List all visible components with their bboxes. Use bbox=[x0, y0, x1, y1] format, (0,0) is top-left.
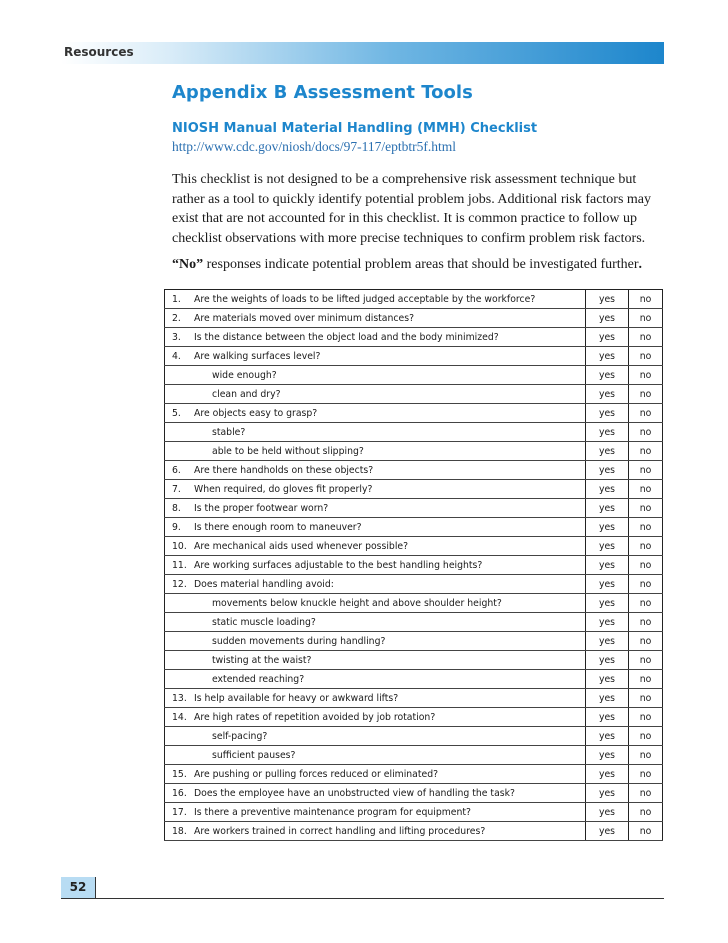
checklist-row bbox=[165, 404, 663, 423]
question-text: clean and dry? bbox=[212, 388, 281, 400]
mmh-checklist-table bbox=[164, 289, 663, 841]
checklist-row bbox=[165, 347, 663, 366]
question-text: Does the employee have an unobstructed view of handling the task? bbox=[194, 787, 515, 799]
question-text: sufficient pauses? bbox=[212, 749, 296, 761]
checklist-question bbox=[165, 594, 586, 613]
no-option[interactable]: no bbox=[629, 803, 663, 822]
question-number: 18. bbox=[172, 825, 187, 837]
question-text: Is the distance between the object load and the body minimized? bbox=[194, 331, 499, 343]
checklist-question bbox=[165, 385, 586, 404]
no-option[interactable]: no bbox=[629, 651, 663, 670]
question-text: When required, do gloves fit properly? bbox=[194, 483, 373, 495]
section-banner bbox=[61, 42, 664, 64]
question-number: 3. bbox=[172, 331, 181, 343]
yes-option[interactable]: yes bbox=[586, 594, 629, 613]
no-option[interactable]: no bbox=[629, 385, 663, 404]
checklist-row bbox=[165, 727, 663, 746]
checklist-row bbox=[165, 594, 663, 613]
no-option[interactable]: no bbox=[629, 366, 663, 385]
checklist-row bbox=[165, 290, 663, 309]
no-option[interactable]: no bbox=[629, 670, 663, 689]
checklist-row bbox=[165, 385, 663, 404]
source-link[interactable]: http://www.cdc.gov/niosh/docs/97-117/eptbtr5f.html bbox=[172, 139, 456, 154]
checklist-row bbox=[165, 632, 663, 651]
question-text: extended reaching? bbox=[212, 673, 305, 685]
yes-option[interactable]: yes bbox=[586, 613, 629, 632]
yes-option[interactable]: yes bbox=[586, 309, 629, 328]
no-option[interactable]: no bbox=[629, 727, 663, 746]
no-option[interactable]: no bbox=[629, 480, 663, 499]
checklist-row bbox=[165, 784, 663, 803]
checklist-question bbox=[165, 651, 586, 670]
yes-option[interactable]: yes bbox=[586, 784, 629, 803]
checklist-row bbox=[165, 518, 663, 537]
question-number: 15. bbox=[172, 768, 187, 780]
question-text: Is the proper footwear worn? bbox=[194, 502, 329, 514]
question-number: 5. bbox=[172, 407, 181, 419]
checklist-question bbox=[165, 708, 586, 727]
question-text: Are high rates of repetition avoided by job rotation? bbox=[194, 711, 436, 723]
checklist-question bbox=[165, 423, 586, 442]
no-option[interactable]: no bbox=[629, 423, 663, 442]
checklist-row bbox=[165, 366, 663, 385]
checklist-row bbox=[165, 575, 663, 594]
section-label: Resources bbox=[64, 45, 134, 59]
yes-option[interactable]: yes bbox=[586, 347, 629, 366]
question-text: Is there a preventive maintenance program for equipment? bbox=[194, 806, 471, 818]
page-title: Appendix B Assessment Tools bbox=[172, 82, 473, 103]
checklist-question bbox=[165, 746, 586, 765]
no-option[interactable]: no bbox=[629, 309, 663, 328]
yes-option[interactable]: yes bbox=[586, 518, 629, 537]
checklist-question bbox=[165, 328, 586, 347]
yes-option[interactable]: yes bbox=[586, 632, 629, 651]
footer-rule bbox=[61, 898, 664, 899]
checklist-question bbox=[165, 670, 586, 689]
checklist-row bbox=[165, 309, 663, 328]
yes-option[interactable]: yes bbox=[586, 385, 629, 404]
question-text: Are pushing or pulling forces reduced or eliminated? bbox=[194, 768, 439, 780]
yes-option[interactable]: yes bbox=[586, 537, 629, 556]
checklist-question bbox=[165, 537, 586, 556]
checklist-row bbox=[165, 765, 663, 784]
question-text: Are mechanical aids used whenever possible? bbox=[194, 540, 409, 552]
no-option[interactable]: no bbox=[629, 556, 663, 575]
no-option[interactable]: no bbox=[629, 746, 663, 765]
question-number: 11. bbox=[172, 559, 187, 571]
instruction-note bbox=[172, 257, 664, 273]
yes-option[interactable]: yes bbox=[586, 689, 629, 708]
yes-option[interactable]: yes bbox=[586, 765, 629, 784]
yes-option[interactable]: yes bbox=[586, 670, 629, 689]
question-text: Are materials moved over minimum distances? bbox=[194, 312, 415, 324]
checklist-row bbox=[165, 537, 663, 556]
question-text: sudden movements during handling? bbox=[212, 635, 386, 647]
yes-option[interactable]: yes bbox=[586, 480, 629, 499]
checklist-row bbox=[165, 746, 663, 765]
no-option[interactable]: no bbox=[629, 404, 663, 423]
note-end: . bbox=[638, 257, 643, 272]
checklist-question bbox=[165, 347, 586, 366]
question-text: Are objects easy to grasp? bbox=[194, 407, 318, 419]
question-text: Is help available for heavy or awkward lifts? bbox=[194, 692, 399, 704]
question-text: movements below knuckle height and above shoulder height? bbox=[212, 597, 502, 609]
checklist-row bbox=[165, 480, 663, 499]
question-text: Are workers trained in correct handling and lifting procedures? bbox=[194, 825, 486, 837]
intro-paragraph: This checklist is not designed to be a comprehensive risk assessment technique but rather as a tool to quickly identify potential problem jobs. Additional risk factors may exist that are not accounted for in this checklist. It is common practice to follow up checklist observations with more precise techniques to confirm problem risk factors. bbox=[172, 172, 652, 246]
checklist-row bbox=[165, 670, 663, 689]
checklist-question bbox=[165, 727, 586, 746]
checklist-row bbox=[165, 651, 663, 670]
yes-option[interactable]: yes bbox=[586, 556, 629, 575]
checklist-question bbox=[165, 613, 586, 632]
question-number: 4. bbox=[172, 350, 181, 362]
checklist-question bbox=[165, 556, 586, 575]
yes-option[interactable]: yes bbox=[586, 290, 629, 309]
no-option[interactable]: no bbox=[629, 689, 663, 708]
yes-option[interactable]: yes bbox=[586, 803, 629, 822]
yes-option[interactable]: yes bbox=[586, 651, 629, 670]
checklist-row bbox=[165, 613, 663, 632]
checklist-row bbox=[165, 803, 663, 822]
checklist-row bbox=[165, 689, 663, 708]
no-option[interactable]: no bbox=[629, 537, 663, 556]
question-number: 17. bbox=[172, 806, 187, 818]
question-text: twisting at the waist? bbox=[212, 654, 312, 666]
question-number: 1. bbox=[172, 293, 181, 305]
question-number: 2. bbox=[172, 312, 181, 324]
no-option[interactable]: no bbox=[629, 708, 663, 727]
question-text: stable? bbox=[212, 426, 246, 438]
no-option[interactable]: no bbox=[629, 594, 663, 613]
no-option[interactable]: no bbox=[629, 347, 663, 366]
checklist-question bbox=[165, 404, 586, 423]
checklist-row bbox=[165, 423, 663, 442]
question-text: static muscle loading? bbox=[212, 616, 316, 628]
checklist-question bbox=[165, 689, 586, 708]
yes-option[interactable]: yes bbox=[586, 727, 629, 746]
checklist-question bbox=[165, 765, 586, 784]
checklist-question bbox=[165, 784, 586, 803]
yes-option[interactable]: yes bbox=[586, 461, 629, 480]
checklist-row bbox=[165, 328, 663, 347]
checklist-row bbox=[165, 499, 663, 518]
yes-option[interactable]: yes bbox=[586, 423, 629, 442]
no-option[interactable]: no bbox=[629, 518, 663, 537]
yes-option[interactable]: yes bbox=[586, 746, 629, 765]
checklist-row bbox=[165, 822, 663, 841]
question-text: wide enough? bbox=[212, 369, 277, 381]
yes-option[interactable]: yes bbox=[586, 404, 629, 423]
no-option[interactable]: no bbox=[629, 290, 663, 309]
checklist-row bbox=[165, 556, 663, 575]
question-text: Are there handholds on these objects? bbox=[194, 464, 374, 476]
no-option[interactable]: no bbox=[629, 461, 663, 480]
yes-option[interactable]: yes bbox=[586, 499, 629, 518]
no-option[interactable]: no bbox=[629, 765, 663, 784]
no-option[interactable]: no bbox=[629, 632, 663, 651]
question-text: Are the weights of loads to be lifted judged acceptable by the workforce? bbox=[194, 293, 536, 305]
question-number: 6. bbox=[172, 464, 181, 476]
yes-option[interactable]: yes bbox=[586, 708, 629, 727]
question-number: 7. bbox=[172, 483, 181, 495]
question-text: able to be held without slipping? bbox=[212, 445, 364, 457]
question-text: Is there enough room to maneuver? bbox=[194, 521, 362, 533]
yes-option[interactable]: yes bbox=[586, 575, 629, 594]
checklist-row bbox=[165, 708, 663, 727]
question-number: 9. bbox=[172, 521, 181, 533]
question-text: Does material handling avoid: bbox=[194, 578, 334, 590]
yes-option[interactable]: yes bbox=[586, 442, 629, 461]
yes-option[interactable]: yes bbox=[586, 328, 629, 347]
checklist-question bbox=[165, 461, 586, 480]
checklist-row bbox=[165, 442, 663, 461]
checklist-row bbox=[165, 461, 663, 480]
checklist-question bbox=[165, 499, 586, 518]
checklist-question bbox=[165, 290, 586, 309]
question-text: Are walking surfaces level? bbox=[194, 350, 321, 362]
page-number: 52 bbox=[69, 880, 87, 894]
checklist-question bbox=[165, 518, 586, 537]
yes-option[interactable]: yes bbox=[586, 822, 629, 841]
note-emphasis: “No” bbox=[172, 257, 204, 272]
question-number: 12. bbox=[172, 578, 187, 590]
question-number: 16. bbox=[172, 787, 187, 799]
note-text: responses indicate potential problem areas that should be investigated further bbox=[203, 257, 639, 272]
no-option[interactable]: no bbox=[629, 442, 663, 461]
question-number: 14. bbox=[172, 711, 187, 723]
checklist-subtitle: NIOSH Manual Material Handling (MMH) Checklist bbox=[172, 121, 538, 136]
no-option[interactable]: no bbox=[629, 613, 663, 632]
yes-option[interactable]: yes bbox=[586, 366, 629, 385]
no-option[interactable]: no bbox=[629, 499, 663, 518]
question-number: 8. bbox=[172, 502, 181, 514]
question-text: Are working surfaces adjustable to the best handling heights? bbox=[194, 559, 483, 571]
no-option[interactable]: no bbox=[629, 784, 663, 803]
checklist-question bbox=[165, 822, 586, 841]
no-option[interactable]: no bbox=[629, 328, 663, 347]
checklist-question bbox=[165, 632, 586, 651]
checklist-question bbox=[165, 575, 586, 594]
no-option[interactable]: no bbox=[629, 575, 663, 594]
checklist-question bbox=[165, 442, 586, 461]
question-number: 13. bbox=[172, 692, 187, 704]
checklist-question bbox=[165, 366, 586, 385]
question-number: 10. bbox=[172, 540, 187, 552]
no-option[interactable]: no bbox=[629, 822, 663, 841]
checklist-question bbox=[165, 480, 586, 499]
question-text: self-pacing? bbox=[212, 730, 268, 742]
checklist-question bbox=[165, 309, 586, 328]
checklist-question bbox=[165, 803, 586, 822]
